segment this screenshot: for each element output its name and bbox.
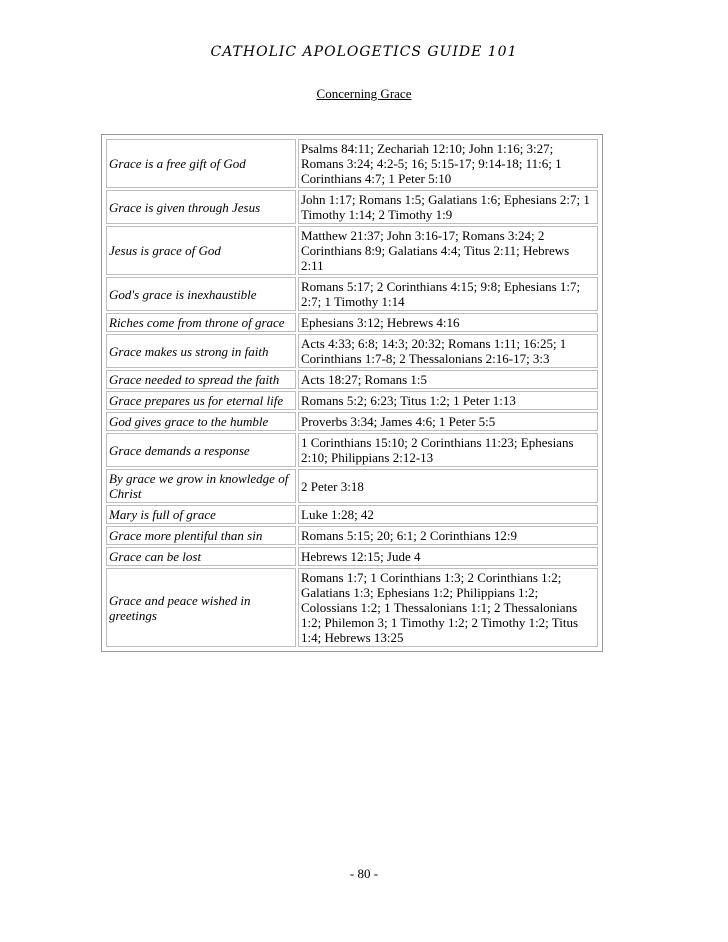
topic-cell: Grace and peace wished in greetings (106, 568, 296, 647)
table-row (106, 547, 598, 566)
topic-cell: Grace can be lost (106, 547, 296, 566)
table-row (106, 469, 598, 503)
table-row (106, 391, 598, 410)
references-cell: Matthew 21:37; John 3:16-17; Romans 3:24; 2 Corinthians 8:9; Galatians 4:4; Titus 2:11; Hebrews 2:11 (298, 226, 598, 275)
references-cell: 1 Corinthians 15:10; 2 Corinthians 11:23; Ephesians 2:10; Philippians 2:12-13 (298, 433, 598, 467)
table-row (106, 505, 598, 524)
references-cell: 2 Peter 3:18 (298, 469, 598, 503)
grace-table (101, 134, 603, 652)
topic-cell: By grace we grow in knowledge of Christ (106, 469, 296, 503)
references-cell: Psalms 84:11; Zechariah 12:10; John 1:16; 3:27; Romans 3:24; 4:2-5; 16; 5:15-17; 9:14-18; 11:6; 1 Corinthians 4:7; 1 Peter 5:10 (298, 139, 598, 188)
topic-cell: Mary is full of grace (106, 505, 296, 524)
table-row (106, 277, 598, 311)
topic-cell: Jesus is grace of God (106, 226, 296, 275)
table-row (106, 139, 598, 188)
references-cell: Luke 1:28; 42 (298, 505, 598, 524)
references-cell: Acts 4:33; 6:8; 14:3; 20:32; Romans 1:11; 16:25; 1 Corinthians 1:7-8; 2 Thessalonians 2:16-17; 3:3 (298, 334, 598, 368)
section-title: Concerning Grace (316, 86, 412, 101)
table-row (106, 526, 598, 545)
table-row (106, 370, 598, 389)
page-header: CATHOLIC APOLOGETICS GUIDE 101 (210, 44, 518, 60)
references-cell: Romans 5:2; 6:23; Titus 1:2; 1 Peter 1:13 (298, 391, 598, 410)
table-row (106, 190, 598, 224)
references-cell: John 1:17; Romans 1:5; Galatians 1:6; Ephesians 2:7; 1 Timothy 1:14; 2 Timothy 1:9 (298, 190, 598, 224)
page-number: - 80 - (349, 866, 379, 881)
references-cell: Acts 18:27; Romans 1:5 (298, 370, 598, 389)
topic-cell: Grace prepares us for eternal life (106, 391, 296, 410)
references-cell: Proverbs 3:34; James 4:6; 1 Peter 5:5 (298, 412, 598, 431)
table-row (106, 226, 598, 275)
topic-cell: Grace demands a response (106, 433, 296, 467)
topic-cell: Grace is given through Jesus (106, 190, 296, 224)
topic-cell: Grace makes us strong in faith (106, 334, 296, 368)
table-row (106, 433, 598, 467)
table-row (106, 412, 598, 431)
topic-cell: Riches come from throne of grace (106, 313, 296, 332)
table-row (106, 313, 598, 332)
references-cell: Romans 5:17; 2 Corinthians 4:15; 9:8; Ephesians 1:7; 2:7; 1 Timothy 1:14 (298, 277, 598, 311)
references-cell: Romans 1:7; 1 Corinthians 1:3; 2 Corinthians 1:2; Galatians 1:3; Ephesians 1:2; Philippians 1:2; Colossians 1:2; 1 Thessalonians 1:1; 2 Thessalonians 1:2; Philemon 3; 1 Timothy 1:2; 2 Timothy 1:2; Titus 1:4; Hebrews 13:25 (298, 568, 598, 647)
references-cell: Ephesians 3:12; Hebrews 4:16 (298, 313, 598, 332)
topic-cell: God's grace is inexhaustible (106, 277, 296, 311)
references-cell: Hebrews 12:15; Jude 4 (298, 547, 598, 566)
topic-cell: Grace more plentiful than sin (106, 526, 296, 545)
references-cell: Romans 5:15; 20; 6:1; 2 Corinthians 12:9 (298, 526, 598, 545)
table-row (106, 568, 598, 647)
table-row (106, 334, 598, 368)
topic-cell: Grace is a free gift of God (106, 139, 296, 188)
topic-cell: Grace needed to spread the faith (106, 370, 296, 389)
topic-cell: God gives grace to the humble (106, 412, 296, 431)
